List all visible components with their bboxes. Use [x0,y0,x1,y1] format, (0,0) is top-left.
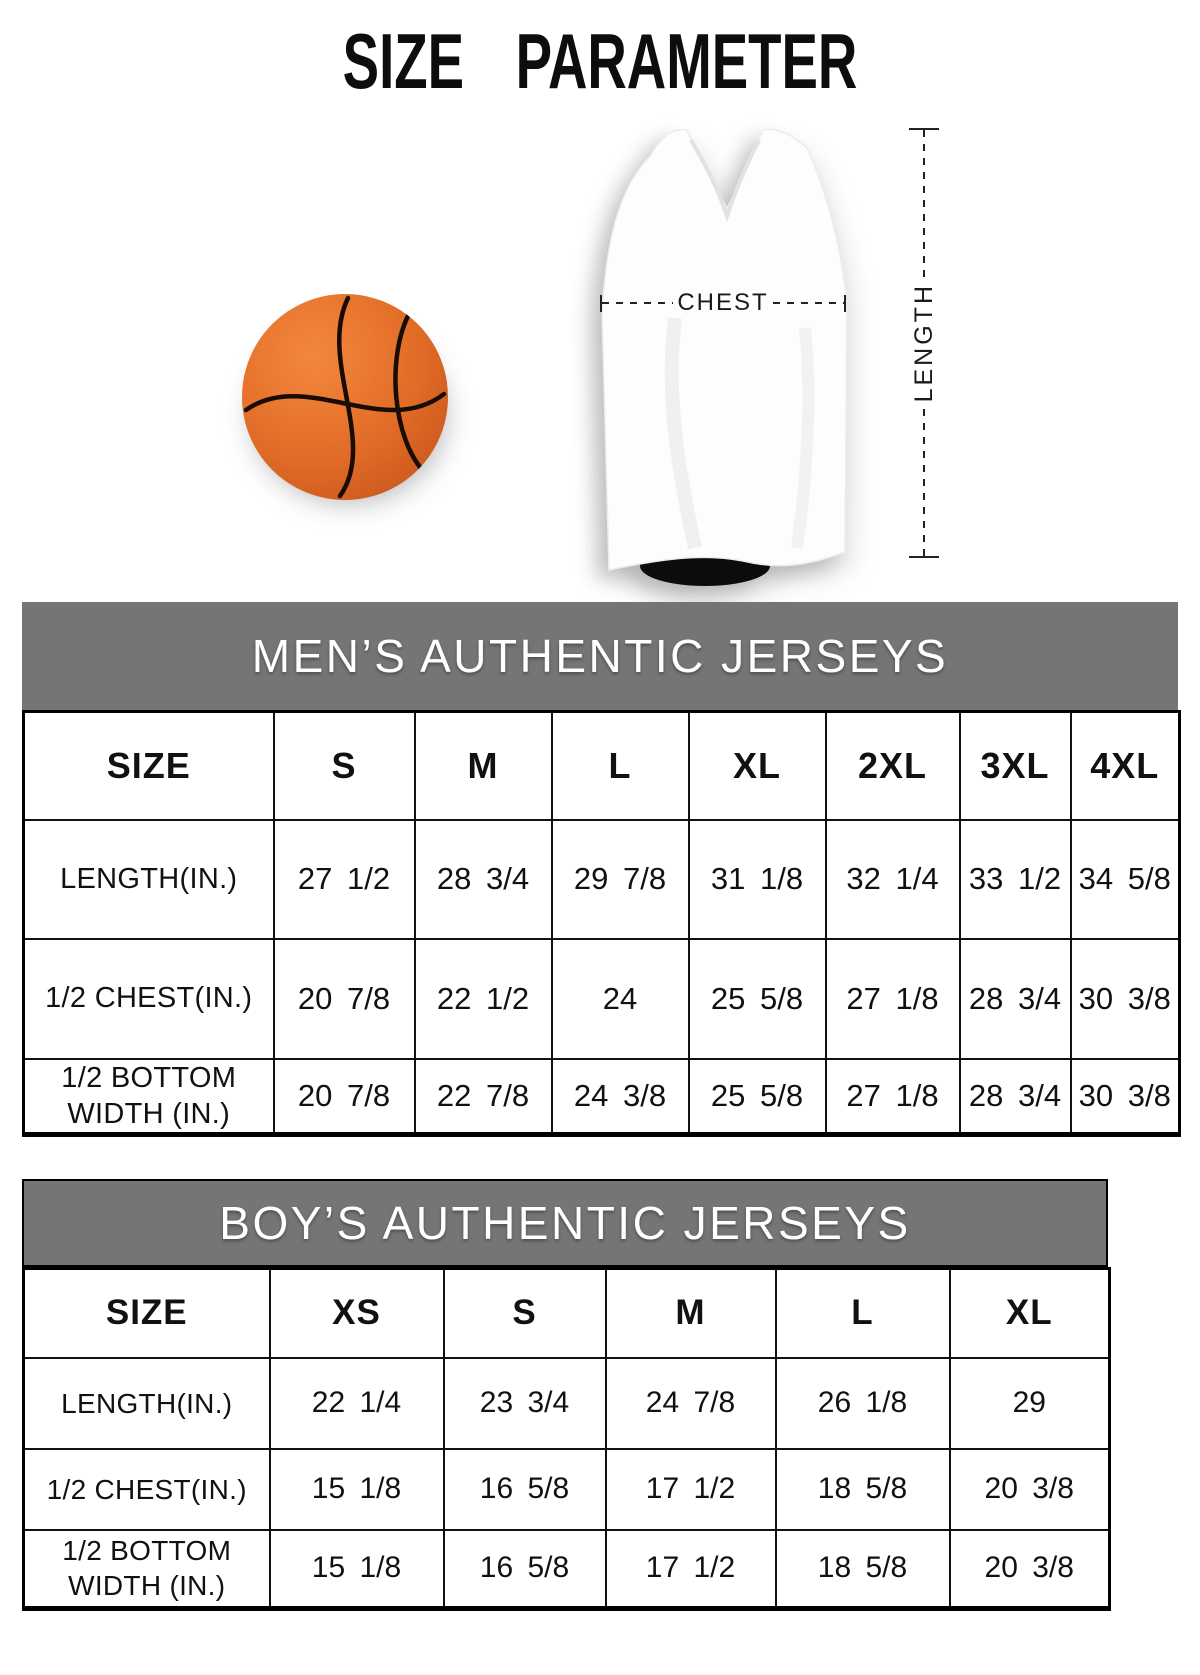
page-title: SIZE PARAMETER [342,17,858,105]
value-cell: 30 3/8 [1071,939,1180,1059]
boys-table [22,1267,1111,1611]
value-cell: 17 1/2 [606,1449,776,1530]
row-label-cell: 1/2 CHEST(IN.) [24,1449,270,1530]
value-cell: 22 7/8 [415,1059,552,1135]
value-cell: 25 5/8 [689,939,826,1059]
jersey-illustration [555,118,945,590]
value-cell: 32 1/4 [826,820,960,939]
value-cell: 20 7/8 [274,939,415,1059]
value-cell: 18 5/8 [776,1530,950,1609]
length-dash-top [923,130,925,277]
chest-dash-left [602,302,673,304]
value-cell: 24 [552,939,689,1059]
value-cell: 20 3/8 [950,1449,1110,1530]
mens-size-table [22,602,1178,1137]
mens-length-row [24,820,1180,939]
mens-bottom-width-row [24,1059,1180,1135]
value-cell: 16 5/8 [444,1449,606,1530]
length-dash-bottom [923,409,925,556]
column-header-cell: S [274,712,415,820]
value-cell: 27 1/8 [826,939,960,1059]
boys-table-title-band [22,1179,1108,1267]
column-header-cell: XL [950,1269,1110,1358]
chest-measure-line [600,291,846,315]
boys-bottom-width-row [24,1530,1110,1609]
value-cell: 26 1/8 [776,1358,950,1449]
basketball-seams [242,294,448,500]
row-label-cell: 1/2 BOTTOM WIDTH (IN.) [24,1059,274,1135]
value-cell: 17 1/2 [606,1530,776,1609]
column-header-cell: 4XL [1071,712,1180,820]
value-cell: 16 5/8 [444,1530,606,1609]
mens-table-title: MEN’S AUTHENTIC JERSEYS [251,630,949,682]
boys-size-table [22,1179,1108,1611]
value-cell: 28 3/4 [960,1059,1071,1135]
column-header-cell: L [776,1269,950,1358]
value-cell: 18 5/8 [776,1449,950,1530]
value-cell: 22 1/4 [270,1358,444,1449]
mens-table-title-band [22,602,1178,710]
column-header-cell: 2XL [826,712,960,820]
value-cell: 29 7/8 [552,820,689,939]
column-header-cell: 3XL [960,712,1071,820]
value-cell: 28 3/4 [415,820,552,939]
value-cell: 20 3/8 [950,1530,1110,1609]
value-cell: 29 [950,1358,1110,1449]
basketball-icon [242,294,448,500]
column-header-cell: M [415,712,552,820]
value-cell: 34 5/8 [1071,820,1180,939]
value-cell: 24 3/8 [552,1059,689,1135]
row-label-cell: 1/2 BOTTOM WIDTH (IN.) [24,1530,270,1609]
length-label: LENGTH [909,283,938,403]
column-header-cell: XS [270,1269,444,1358]
value-cell: 27 1/2 [274,820,415,939]
boys-length-row [24,1358,1110,1449]
boys-header-row [24,1269,1110,1358]
chest-label: CHEST [677,289,769,316]
length-bottom-tick [909,556,939,558]
value-cell: 30 3/8 [1071,1059,1180,1135]
boys-table-title: BOY’S AUTHENTIC JERSEYS [219,1197,911,1249]
mens-chest-row [24,939,1180,1059]
value-cell: 22 1/2 [415,939,552,1059]
length-measure-line [906,128,942,558]
mens-table [22,710,1181,1137]
value-cell: 24 7/8 [606,1358,776,1449]
value-cell: 28 3/4 [960,939,1071,1059]
column-header-cell: M [606,1269,776,1358]
value-cell: 31 1/8 [689,820,826,939]
mens-header-row [24,712,1180,820]
chest-right-tick [844,295,846,312]
chest-dash-right [773,302,844,304]
row-label-cell: LENGTH(IN.) [24,820,274,939]
value-cell: 27 1/8 [826,1059,960,1135]
value-cell: 15 1/8 [270,1449,444,1530]
row-label-cell: LENGTH(IN.) [24,1358,270,1449]
column-header-cell: L [552,712,689,820]
value-cell: 25 5/8 [689,1059,826,1135]
boys-chest-row [24,1449,1110,1530]
value-cell: 20 7/8 [274,1059,415,1135]
value-cell: 23 3/4 [444,1358,606,1449]
value-cell: 15 1/8 [270,1530,444,1609]
column-header-cell: SIZE [24,1269,270,1358]
column-header-cell: S [444,1269,606,1358]
row-label-cell: 1/2 CHEST(IN.) [24,939,274,1059]
column-header-cell: SIZE [24,712,274,820]
value-cell: 33 1/2 [960,820,1071,939]
column-header-cell: XL [689,712,826,820]
